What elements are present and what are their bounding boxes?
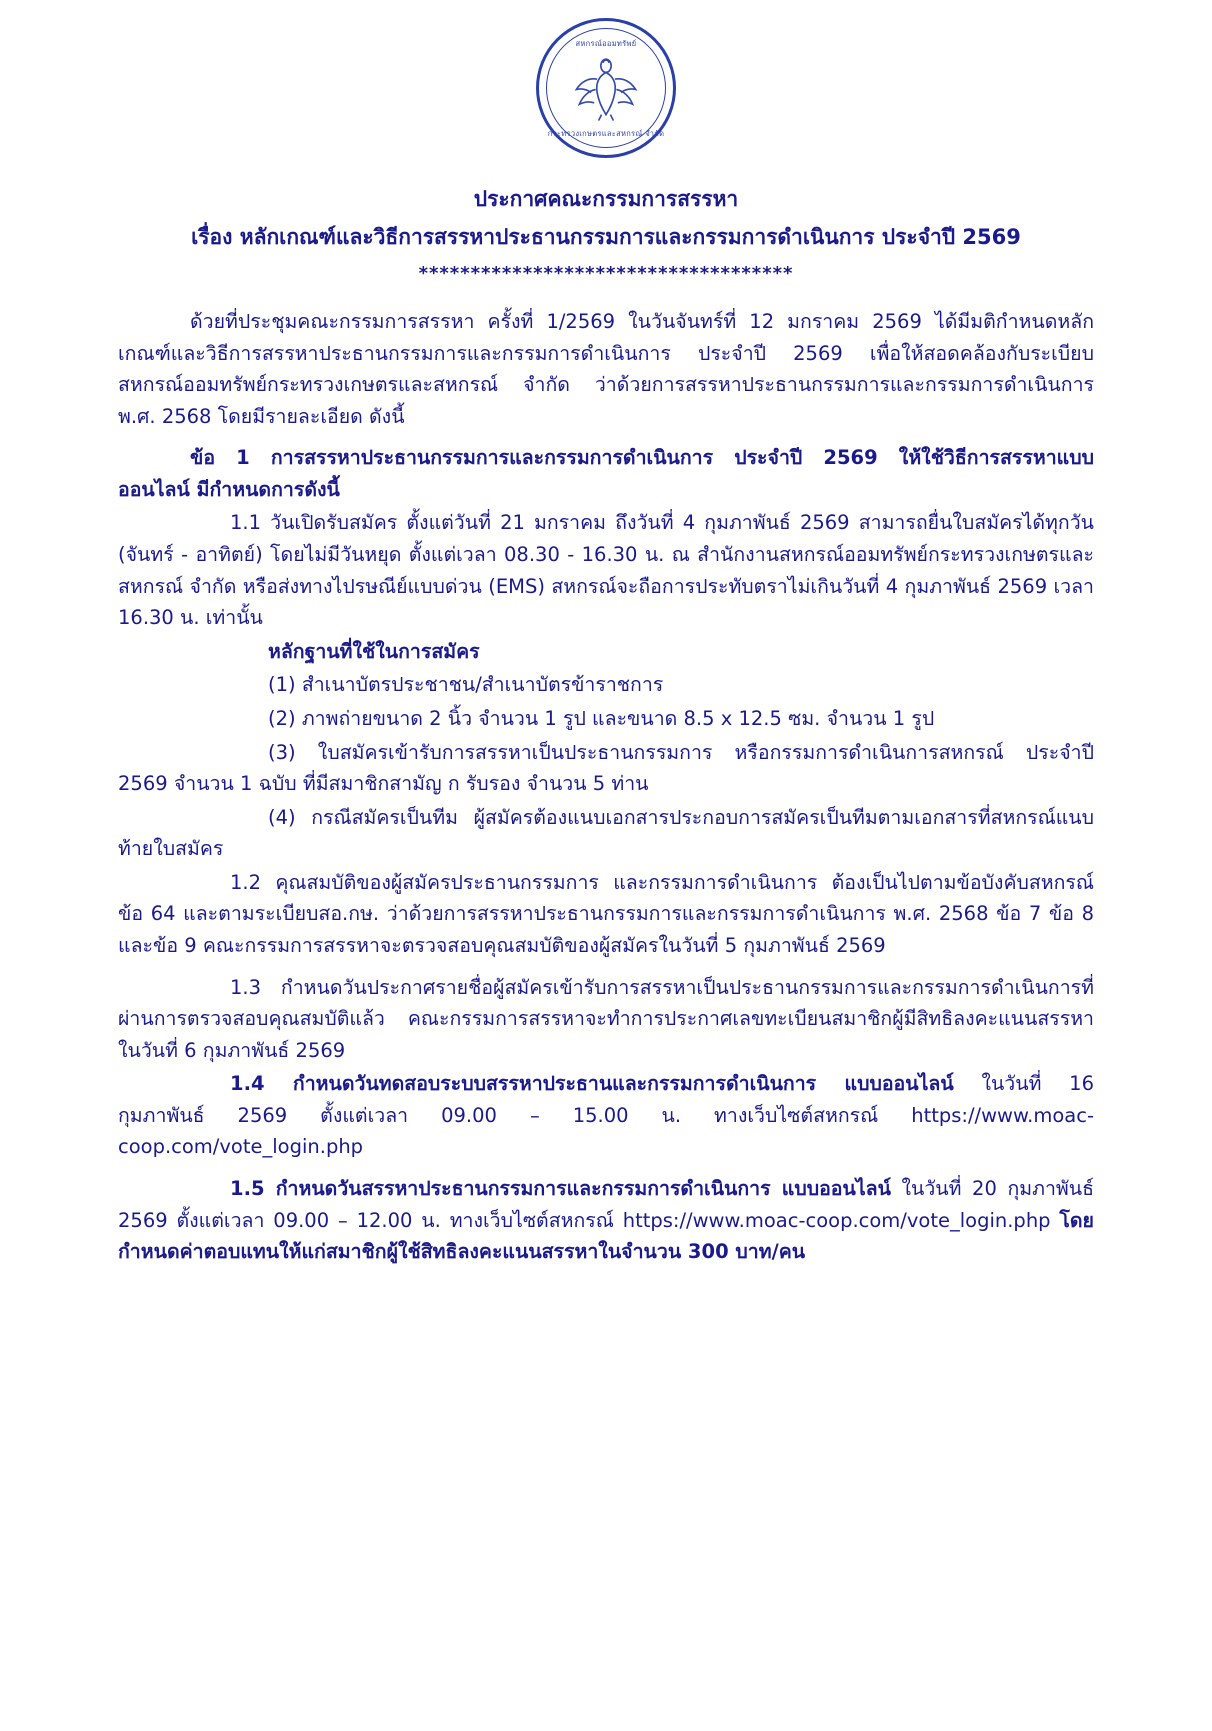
evidence-item-4: (4) กรณีสมัครเป็นทีม ผู้สมัครต้องแนบเอกสารประกอบการสมัครเป็นทีมตามเอกสารที่สหกรณ์แนบท้ายใบสมัคร bbox=[118, 805, 1094, 861]
cooperative-seal-icon bbox=[536, 18, 676, 158]
item-1-5-reward: โดยกำหนดค่าตอบแทนให้แก่สมาชิกผู้ใช้สิทธิลงคะแนนสรรหาในจำนวน 300 บาท/คน bbox=[118, 1208, 1094, 1264]
item-1-4-detail: ในวันที่ 16 กุมภาพันธ์ 2569 ตั้งแต่เวลา 09.00 – 15.00 น. ทางเว็บไซต์สหกรณ์ https://www.moac-coop.com/vote_login.php bbox=[118, 1072, 1094, 1159]
evidence-item-1: (1) สำเนาบัตรประชาชน/สำเนาบัตรข้าราชการ bbox=[268, 673, 664, 697]
item-1-5-heading: 1.5 กำหนดวันสรรหาประธานกรรมการและกรรมการดำเนินการ แบบออนไลน์ bbox=[230, 1177, 891, 1201]
document-body bbox=[118, 306, 1094, 1268]
title-divider: ************************************ bbox=[418, 263, 794, 284]
item-1-4 bbox=[118, 1068, 1094, 1163]
item-1-1: 1.1 วันเปิดรับสมัคร ตั้งแต่วันที่ 21 มกราคม ถึงวันที่ 4 กุมภาพันธ์ 2569 สามารถยื่นใบสมัครได้ทุกวัน (จันทร์ - อาทิตย์) โดยไม่มีวันหยุด ตั้งแต่เวลา 08.30 - 16.30 น. ณ สำนักงานสหกรณ์ออมทรัพย์กระทรวงเกษตรและสหกรณ์ จำกัด หรือส่งทางไปรษณีย์แบบด่วน (EMS) สหกรณ์จะถือการประทับตราไม่เกินวันที่ 4 กุมภาพันธ์ 2569 เวลา 16.30 น. เท่านั้น bbox=[118, 511, 1094, 630]
evidence-item-2: (2) ภาพถ่ายขนาด 2 นิ้ว จำนวน 1 รูป และขนาด 8.5 x 12.5 ซม. จำนวน 1 รูป bbox=[268, 706, 935, 730]
intro-paragraph: ด้วยที่ประชุมคณะกรรมการสรรหา ครั้งที่ 1/2569 ในวันจันทร์ที่ 12 มกราคม 2569 ได้มีมติกำหนดหลักเกณฑ์และวิธีการสรรหาประธานกรรมการและกรรมการดำเนินการ ประจำปี 2569 เพื่อให้สอดคล้องกับระเบียบสหกรณ์ออมทรัพย์กระทรวงเกษตรและสหกรณ์ จำกัด ว่าด้วยการสรรหาประธานกรรมการและกรรมการดำเนินการ พ.ศ. 2568 โดยมีรายละเอียด ดังนี้ bbox=[118, 310, 1094, 428]
item-1-4-heading: 1.4 กำหนดวันทดสอบระบบสรรหาประธานและกรรมการดำเนินการ แบบออนไลน์ bbox=[230, 1072, 954, 1096]
clause-1-heading: ข้อ 1 การสรรหาประธานกรรมการและกรรมการดำเนินการ ประจำปี 2569 ให้ใช้วิธีการสรรหาแบบออนไลน์ มีกำหนดการดังนี้ bbox=[118, 446, 1094, 501]
garuda-emblem-icon bbox=[569, 51, 643, 125]
page-subject: เรื่อง หลักเกณฑ์และวิธีการสรรหาประธานกรรมการและกรรมการดำเนินการ ประจำปี 2569 bbox=[191, 224, 1021, 249]
item-1-2: 1.2 คุณสมบัติของผู้สมัครประธานกรรมการ และกรรมการดำเนินการ ต้องเป็นไปตามข้อบังคับสหกรณ์ ข้อ 64 และตามระเบียบสอ.กษ. ว่าด้วยการสรรหาประธานกรรมการและกรรมการดำเนินการ พ.ศ. 2568 ข้อ 7 ข้อ 8 และข้อ 9 คณะกรรมการสรรหาจะตรวจสอบคุณสมบัติของผู้สมัครในวันที่ 5 กุมภาพันธ์ 2569 bbox=[118, 870, 1094, 957]
page-title: ประกาศคณะกรรมการสรรหา bbox=[473, 187, 739, 211]
seal-container bbox=[118, 0, 1094, 158]
item-1-5-detail: ในวันที่ 20 กุมภาพันธ์ 2569 ตั้งแต่เวลา 09.00 – 12.00 น. ทางเว็บไซต์สหกรณ์ https://www.moac-coop.com/vote_login.php bbox=[118, 1177, 1094, 1232]
seal-bottom-text: กระทรวงเกษตรและสหกรณ์ จำกัด bbox=[547, 129, 665, 138]
item-1-3: 1.3 กำหนดวันประกาศรายชื่อผู้สมัครเข้ารับการสรรหาเป็นประธานกรรมการและกรรมการดำเนินการที่ผ่านการตรวจสอบคุณสมบัติแล้ว คณะกรรมการสรรหาจะทำการประกาศเลขทะเบียนสมาชิกผู้มีสิทธิลงคะแนนสรรหา ในวันที่ 6 กุมภาพันธ์ 2569 bbox=[118, 975, 1094, 1062]
evidence-heading: หลักฐานที่ใช้ในการสมัคร bbox=[268, 639, 480, 663]
evidence-item-3: (3) ใบสมัครเข้ารับการสรรหาเป็นประธานกรรมการ หรือกรรมการดำเนินการสหกรณ์ ประจำปี 2569 จำนวน 1 ฉบับ ที่มีสมาชิกสามัญ ก รับรอง จำนวน 5 ท่าน bbox=[118, 740, 1094, 796]
seal-top-text: สหกรณ์ออมทรัพย์ bbox=[575, 39, 637, 48]
item-1-5 bbox=[118, 1173, 1094, 1268]
